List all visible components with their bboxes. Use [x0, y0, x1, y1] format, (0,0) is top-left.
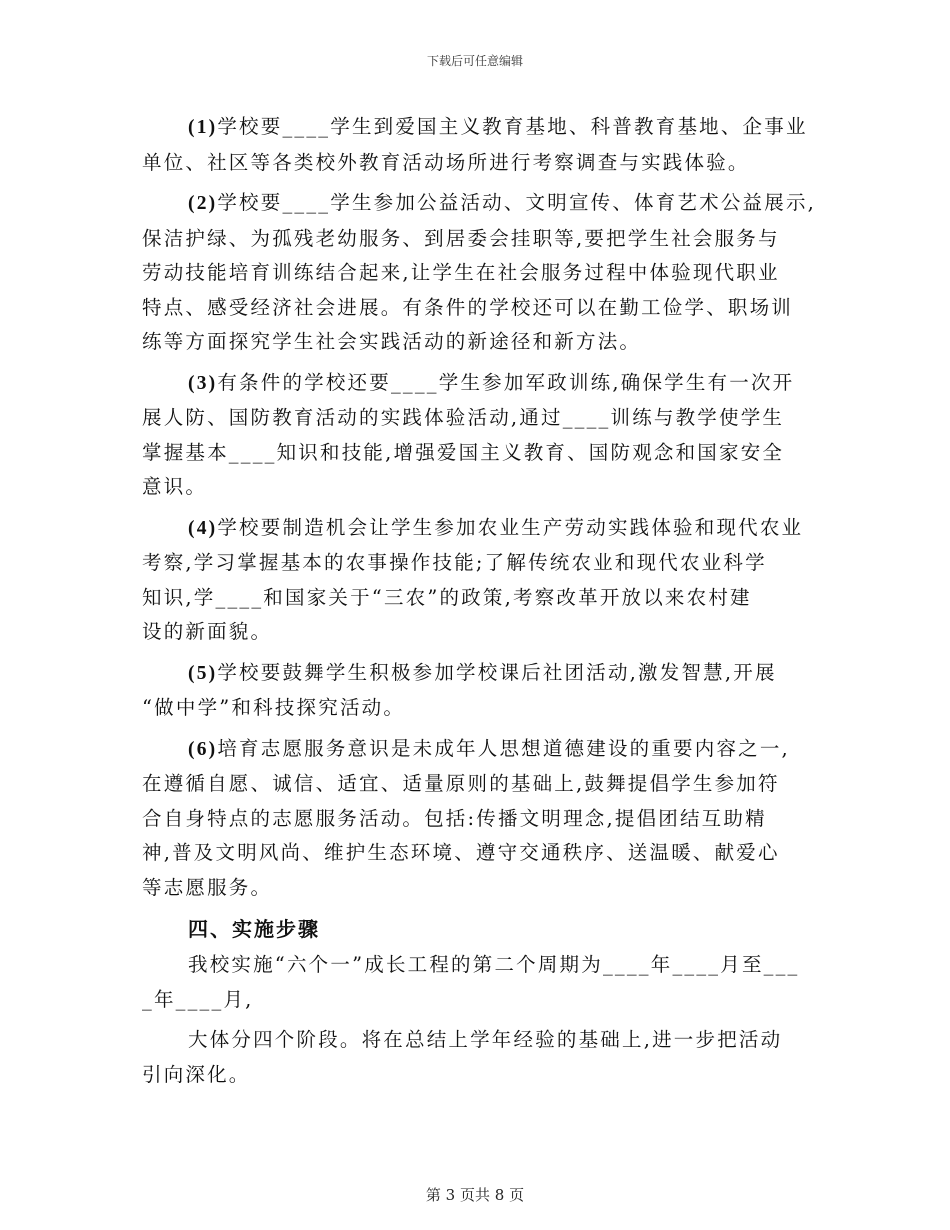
line-text: 在遵循自愿、诚信、适宜、适量原则的基础上,鼓舞提倡学生参加符	[142, 772, 780, 795]
line-text: “做中学”和科技探究活动。	[142, 696, 406, 719]
paragraph-line	[142, 366, 822, 402]
line-text: _年____月,	[142, 987, 254, 1011]
line-text: 特点、感受经济社会进展。有条件的学校还可以在勤工俭学、职场训	[142, 295, 794, 319]
paragraph-line	[142, 767, 822, 802]
line-text: 练等方面探究学生社会实践活动的新途径和新方法。	[142, 330, 642, 353]
line-text: 神,普及文明风尚、维护生态环境、遵守交通秩序、送温暖、献爱心	[142, 841, 780, 864]
line-text: 有条件的学校还要____学生参加军政训练,确保学生有一次开	[217, 370, 795, 394]
paragraph-line	[142, 110, 822, 146]
paragraph-line	[142, 325, 822, 360]
line-text: 学校要____学生参加公益活动、文明宣传、体育艺术公益展示,	[217, 191, 817, 214]
section-paragraphs	[142, 948, 822, 1092]
line-text: 学校要鼓舞学生积极参加学校课后社团活动,激发智慧,开展	[217, 660, 777, 684]
numbered-item-paragraph	[142, 732, 822, 906]
paragraph-line	[142, 581, 822, 616]
item-number: (3)	[188, 372, 218, 394]
item-number: (1)	[188, 117, 218, 138]
paragraph-line	[142, 948, 822, 983]
line-text: 考察,学习掌握基本的农事操作技能;了解传统农业和现代农业科学	[142, 551, 767, 574]
numbered-item-paragraph	[142, 511, 822, 650]
line-text: 保洁护绿、为孤残老幼服务、到居委会挂职等,要把学生社会服务与	[142, 226, 780, 250]
paragraph-line	[142, 802, 822, 837]
line-text: 单位、社区等各类校外教育活动场所进行考察调查与实践体验。	[142, 150, 750, 174]
paragraph-line	[142, 656, 822, 692]
numbered-item-paragraph	[142, 110, 822, 180]
page-footer: 第 3 页共 8 页	[425, 1186, 525, 1204]
paragraph-line	[142, 615, 822, 650]
paragraph-line	[142, 1023, 822, 1058]
paragraph-line	[142, 256, 822, 291]
line-text: 知识,学____和国家关于“三农”的政策,考察改革开放以来农村建	[142, 585, 752, 609]
paragraph-line	[142, 836, 822, 871]
paragraph-line	[142, 732, 822, 768]
numbered-item-paragraph	[142, 186, 822, 360]
item-number: (5)	[188, 662, 218, 684]
line-text: 合自身特点的志愿服务活动。包括:传播文明理念,提倡团结互助精	[142, 806, 767, 830]
item-number: (4)	[188, 517, 218, 539]
paragraph-line	[142, 511, 822, 547]
numbered-items	[142, 110, 822, 905]
section-paragraph	[142, 1023, 822, 1092]
paragraph-line	[142, 291, 822, 326]
paragraph-line	[142, 222, 822, 257]
paragraph-line	[142, 186, 822, 222]
paragraph-line	[142, 436, 822, 471]
numbered-item-paragraph	[142, 366, 822, 505]
paragraph-line	[142, 546, 822, 581]
line-text: 设的新面貌。	[142, 620, 273, 643]
paragraph-line	[142, 401, 822, 436]
document-body	[142, 110, 822, 1098]
paragraph-line	[142, 146, 822, 181]
numbered-item-paragraph	[142, 656, 822, 726]
paragraph-line	[142, 691, 822, 726]
paragraph-line	[142, 871, 822, 906]
line-text: 展人防、国防教育活动的实践体验活动,通过____训练与教学使学生	[142, 406, 785, 429]
line-text: 意识。	[142, 475, 208, 498]
item-number: (2)	[188, 193, 218, 214]
line-text: 等志愿服务。	[142, 875, 273, 899]
line-text: 大体分四个阶段。将在总结上学年经验的基础上,进一步把活动	[188, 1028, 783, 1051]
section-paragraph	[142, 948, 822, 1017]
line-text: 我校实施“六个一”成长工程的第二个周期为____年____月至___	[188, 953, 800, 976]
line-text: 学校要制造机会让学生参加农业生产劳动实践体验和现代农业	[217, 515, 804, 539]
line-text: 劳动技能培育训练结合起来,让学生在社会服务过程中体验现代职业	[142, 261, 780, 284]
line-text: 学校要____学生到爱国主义教育基地、科普教育基地、企事业	[217, 115, 808, 138]
paragraph-line	[142, 470, 822, 505]
section-heading: 四、实施步骤	[188, 917, 320, 941]
paragraph-line	[142, 1058, 822, 1093]
line-text: 掌握基本____知识和技能,增强爱国主义教育、国防观念和国家安全	[142, 440, 785, 464]
paragraph-line	[142, 983, 822, 1018]
item-number: (6)	[188, 738, 218, 760]
page-header: 下载后可任意编辑	[426, 54, 523, 68]
line-text: 培育志愿服务意识是未成年人思想道德建设的重要内容之一,	[217, 736, 790, 760]
line-text: 引向深化。	[142, 1062, 251, 1086]
